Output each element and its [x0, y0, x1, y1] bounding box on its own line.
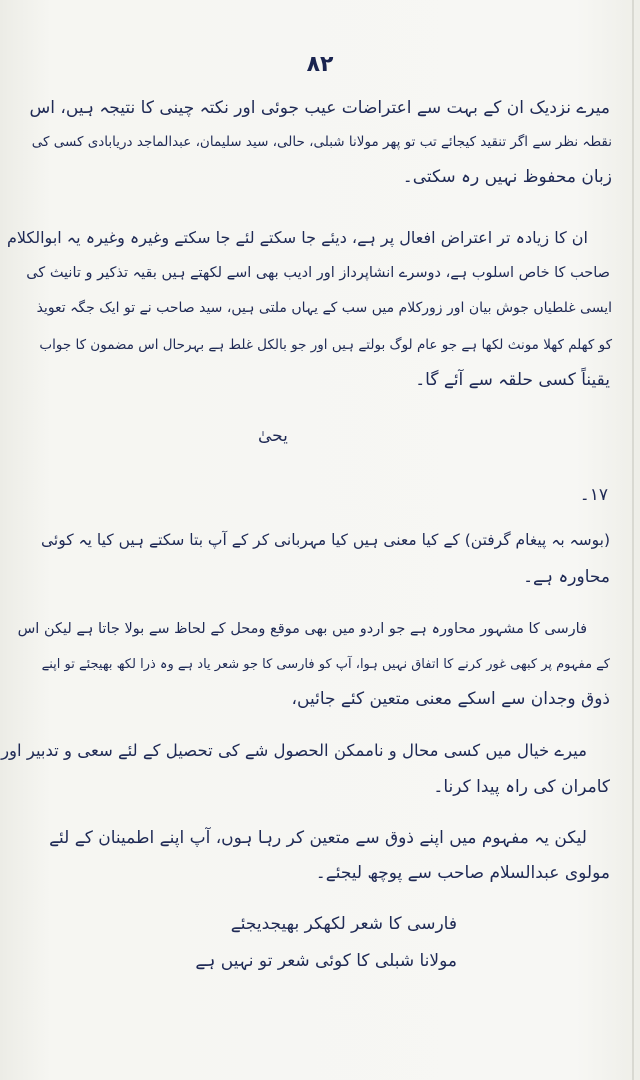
question-line1: (بوسہ بہ پیغام گرفتن) کے کیا معنی ہیں کیا مہربانی کر کے آپ بتا سکتے ہیں کیا یہ کوئی — [41, 531, 610, 549]
answer-line7: مولوی عبدالسلام صاحب سے پوچھ لیجئے۔ — [315, 863, 610, 883]
answer-line4: میرے خیال میں کسی محال و ناممکن الحصول شے کی تحصیل کے لئے سعی و تدبیر اور — [1, 741, 587, 760]
para2-line2: صاحب کا خاص اسلوب ہے، دوسرے انشاپرداز اور ادیب بھی اسے لکھتے ہیں بقیہ تذکیر و تانیث کی — [26, 265, 610, 281]
para2-line1: ان کا زیادہ تر اعتراض افعال پر ہے، دیئے جا سکتے لئے جا سکتے وغیرہ وغیرہ یہ ابوالکلام — [6, 228, 588, 247]
para2-line4: کو کھلم کھلا مونث لکھا ہے جو عام لوگ بولتے ہیں اور جو بالکل غلط ہے بہرحال اس مضمون کا جواب — [39, 337, 612, 353]
page-edge-shadow — [632, 0, 634, 1080]
question-number: ۱۷۔ — [579, 485, 608, 505]
para2-line5: یقیناً کسی حلقہ سے آئے گا۔ — [415, 370, 610, 390]
answer-line3: ذوق وجدان سے اسکے معنی متعین کئے جائیں، — [291, 689, 610, 709]
answer-line1: فارسی کا مشہور محاورہ ہے جو اردو میں بھی موقع ومحل کے لحاظ سے بولا جاتا ہے لیکن اس — [17, 621, 587, 637]
para1-line1: میرے نزدیک ان کے بہت سے اعتراضات عیب جوئی اور نکتہ چینی کا نتیجہ ہیں، اس — [29, 98, 610, 118]
handnote-line1: فارسی کا شعر لکھکر بھیجدیجئے — [230, 914, 457, 934]
question-line2: محاورہ ہے۔ — [523, 567, 610, 587]
para1-line2: نقطہ نظر سے اگر تنقید کیجائے تب تو پھر مولانا شبلی، حالی، سید سلیمان، عبدالماجد دریابادی کسی کی — [31, 134, 612, 150]
para1-line3: زبان محفوظ نہیں رہ سکتی۔ — [402, 167, 612, 187]
handnote-line2: مولانا شبلی کا کوئی شعر تو نہیں ہے — [195, 951, 457, 971]
para2-line3: ایسی غلطیاں جوش بیان اور زورکلام میں سب کے یہاں ملتی ہیں، سید صاحب نے تو ایک جگہ تعویذ — [36, 300, 612, 316]
page-number: ۸۲ — [306, 52, 334, 77]
answer-line6: لیکن یہ مفہوم میں اپنے ذوق سے متعین کر رہا ہوں، آپ اپنے اطمینان کے لئے — [49, 828, 587, 848]
answer-line5: کامران کی راہ پیدا کرنا۔ — [433, 777, 610, 797]
answer-line2: کے مفہوم پر کبھی غور کرنے کا اتفاق نہیں ہوا، آپ کو فارسی کا جو شعر یاد ہے وہ ذرا لکھ بھیجئے تو اپنے — [41, 657, 610, 672]
signature-yahya: یحیٰ — [258, 426, 288, 446]
